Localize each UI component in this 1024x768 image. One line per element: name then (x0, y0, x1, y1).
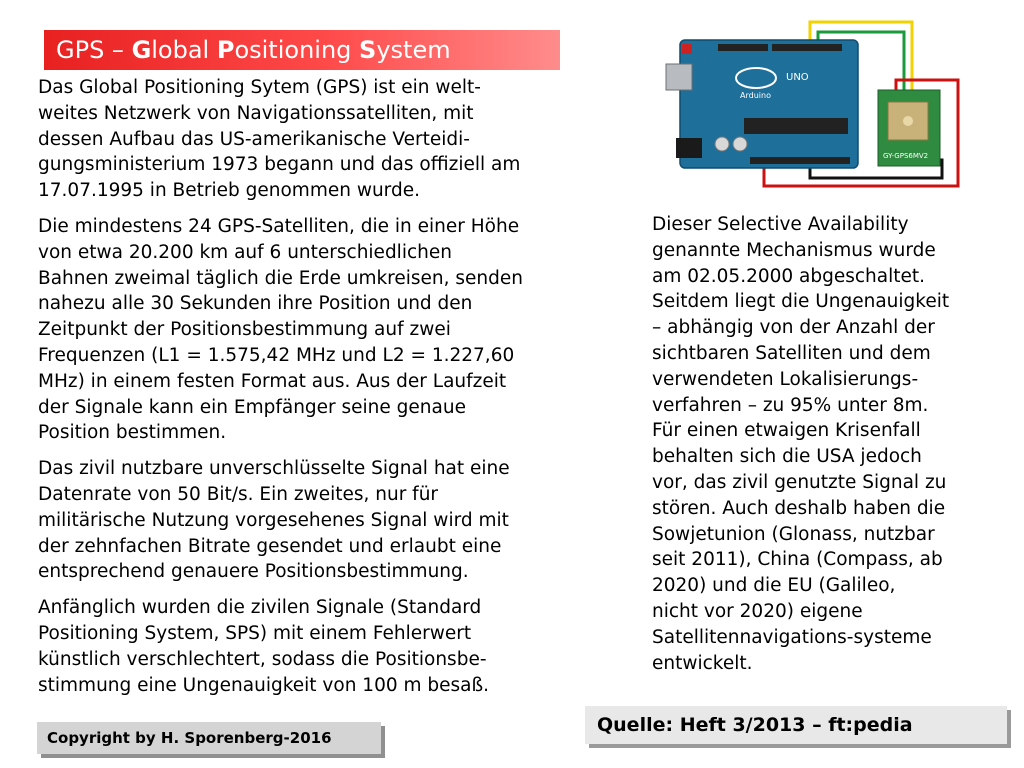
title-prefix: GPS – (56, 36, 132, 64)
title-initial-p: P (216, 36, 235, 64)
title-initial-g: G (131, 36, 152, 64)
arduino-board (680, 40, 858, 168)
module-label: GY-GPS6MV2 (883, 152, 929, 160)
capacitor-1 (715, 137, 729, 151)
right-text-column (652, 212, 1002, 676)
paragraph-intro: Das Global Positioning Sytem (GPS) ist ein welt- weites Netzwerk von Navigationssatelliten, mit dessen Aufbau das US-amerikanische Verteidi- gungsministerium 1973 begann und das offiziell am 17.07.1995 in Betrieb genommen wurde. (38, 77, 521, 202)
source-box: Quelle: Heft 3/2013 – ft:pedia (585, 706, 1007, 744)
arduino-gps-wiring-figure (660, 18, 965, 190)
copyright-box: Copyright by H. Sporenberg-2016 (37, 722, 381, 754)
gps-antenna-feed (903, 116, 913, 126)
board-brand: Arduino (740, 91, 771, 100)
board-label: UNO (786, 72, 809, 83)
header-bottom (750, 157, 850, 164)
page-title (44, 30, 560, 70)
capacitor-2 (733, 137, 747, 151)
header-top-right (772, 44, 842, 51)
title-rest-p: ositioning (234, 36, 360, 64)
paragraph-signal: Das zivil nutzbare unverschlüsselte Signal hat eine Datenrate von 50 Bit/s. Ein zweites, nur für militärische Nutzung vorgesehenes Signal wird mit der zehnfachen Bitrate gesendet und erlaubt eine entsprechend genauere Positionsbestimmung. (38, 458, 510, 583)
header-top-left (718, 44, 768, 51)
reset-button (682, 44, 692, 54)
usb-port (666, 64, 692, 90)
title-initial-s: S (359, 36, 377, 64)
title-rest-s: ystem (376, 36, 451, 64)
power-jack (676, 138, 702, 158)
title-rest-g: lobal (151, 36, 217, 64)
paragraph-sps: Anfänglich wurden die zivilen Signale (Standard Positioning System, SPS) mit einem Fehlerwert künstlich verschlechtert, sodass die Positionsbe- stimmung eine Ungenauigkeit von 100 m besaß. (38, 597, 490, 696)
chip (744, 118, 848, 134)
paragraph-satellites: Die mindestens 24 GPS-Satelliten, die in einer Höhe von etwa 20.200 km auf 6 unterschiedlichen Bahnen zweimal täglich die Erde umkreisen, senden nahezu alle 30 Sekunden ihre Position und den Zeitpunkt der Positionsbestimmung auf zwei Frequenzen (L1 = 1.575,42 MHz und L2 = 1.227,60 MHz) in einem festen Format aus. Aus der Laufzeit der Signale kann ein Empfänger seine genaue Position bestimmen. (38, 215, 524, 444)
left-text-column (38, 75, 608, 708)
paragraph-selective-availability: Dieser Selective Availability genannte Mechanismus wurde am 02.05.2000 abgeschaltet. Seitdem liegt die Ungenauigkeit – abhängig von der Anzahl der sichtbaren Satelliten und dem verwendeten Lokalisierungs- verfahren – zu 95% unter 8m. Für einen etwaigen Krisenfall behalten sich die USA jedoch vor, das zivil genutzte Signal zu stören. Auch deshalb haben die Sowjetunion (Glonass, nutzbar seit 2011), China (Compass, ab 2020) und die EU (Galileo, nicht vor 2020) eigene Satellitennavigations-systeme entwickelt. (652, 214, 950, 674)
